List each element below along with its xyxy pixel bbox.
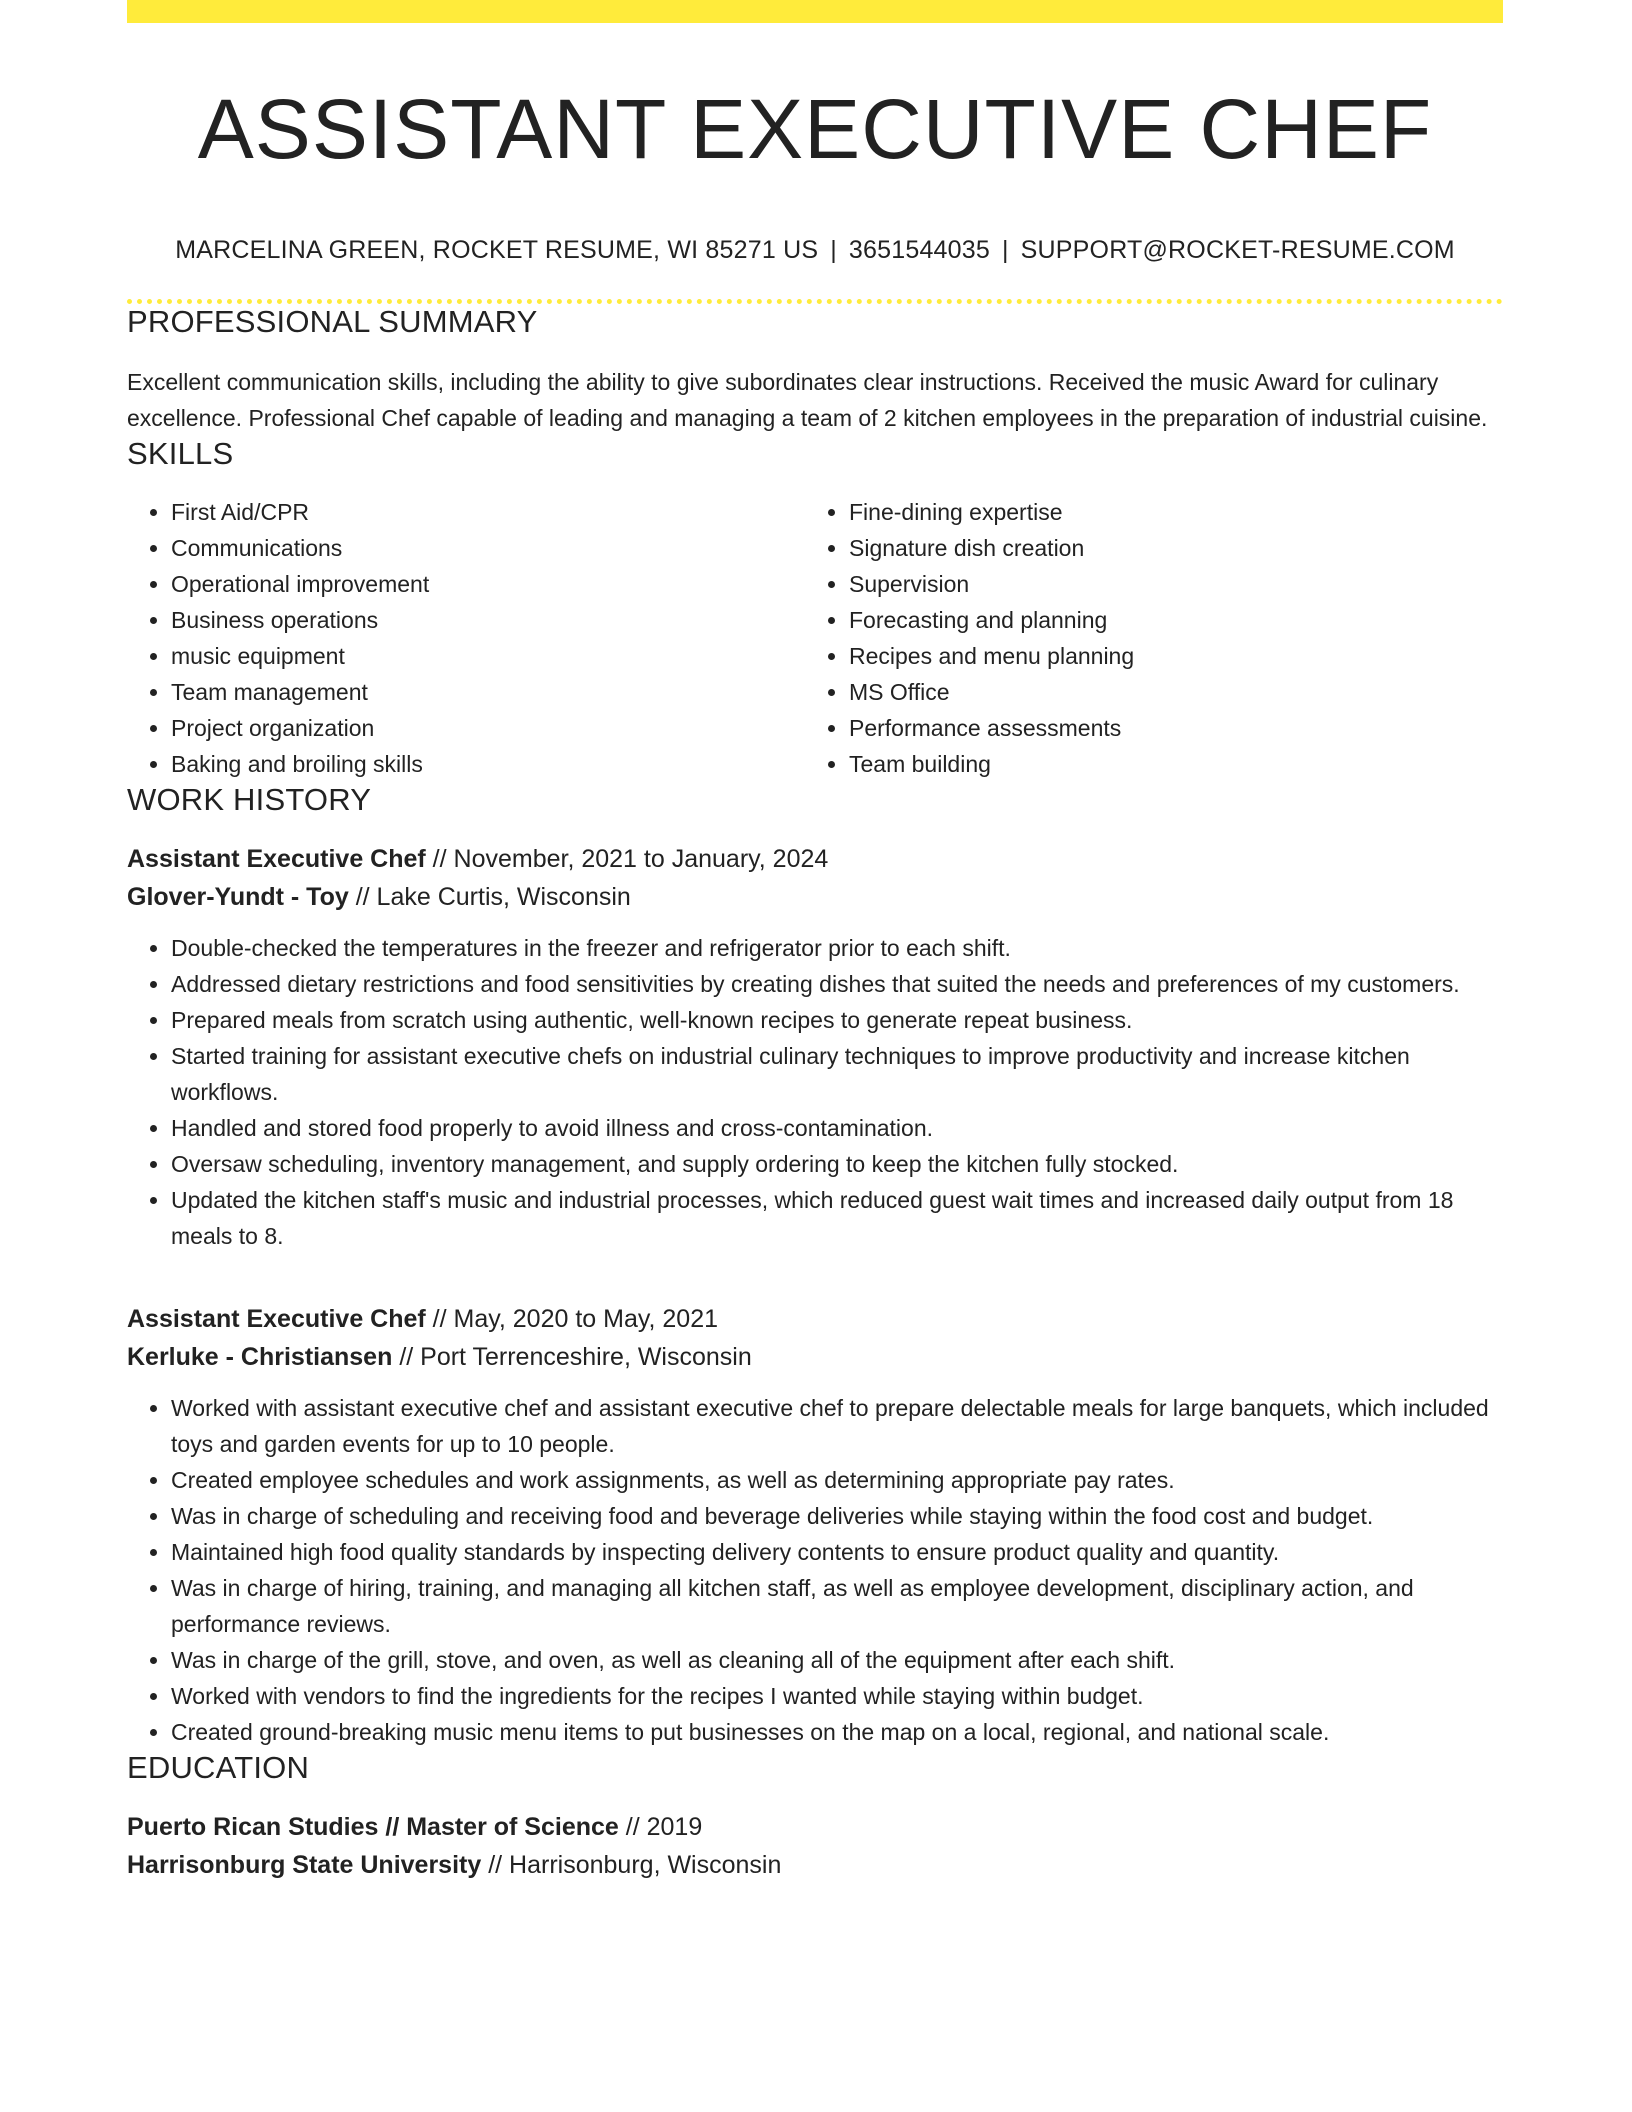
contact-email: SUPPORT@ROCKET-RESUME.COM (1020, 236, 1455, 264)
skill-item: • Team building (849, 746, 1483, 782)
skill-item: • Supervision (849, 566, 1483, 602)
contact-separator: | (1001, 236, 1009, 264)
job-bullet: • Was in charge of scheduling and receiving food and beverage deliveries while staying within the food cost and budget. (171, 1498, 1503, 1534)
education-entry (127, 1808, 1503, 1884)
education-school: Harrisonburg State University (127, 1851, 482, 1879)
job-bullets (127, 1390, 1503, 1750)
skill-item: • Performance assessments (849, 710, 1483, 746)
skill-item: • Recipes and menu planning (849, 638, 1483, 674)
job-bullet: • Started training for assistant executive chefs on industrial culinary techniques to improve productivity and increase kitchen workflows. (171, 1038, 1503, 1110)
skill-item: • Team management (171, 674, 805, 710)
job-dates: // May, 2020 to May, 2021 (432, 1305, 719, 1333)
job-bullet: • Addressed dietary restrictions and food sensitivities by creating dishes that suited the needs and preferences of my customers. (171, 966, 1503, 1002)
job-bullet: • Was in charge of the grill, stove, and oven, as well as cleaning all of the equipment after each shift. (171, 1642, 1503, 1678)
job-bullet: • Was in charge of hiring, training, and managing all kitchen staff, as well as employee development, disciplinary action, and performance reviews. (171, 1570, 1503, 1642)
skill-item: • First Aid/CPR (171, 494, 805, 530)
skill-item: • Fine-dining expertise (849, 494, 1483, 530)
skills-left-list (127, 494, 805, 782)
contact-separator: | (830, 236, 837, 264)
job-bullet: • Prepared meals from scratch using authentic, well-known recipes to generate repeat business. (171, 1002, 1503, 1038)
resume-title: ASSISTANT EXECUTIVE CHEF (197, 82, 1433, 176)
job-bullet: • Double-checked the temperatures in the freezer and refrigerator prior to each shift. (171, 930, 1503, 966)
job-company-line (127, 1338, 1503, 1376)
job-location: // Lake Curtis, Wisconsin (355, 883, 631, 911)
skill-item: • Signature dish creation (849, 530, 1483, 566)
skill-item: • Baking and broiling skills (171, 746, 805, 782)
job-location: // Port Terrenceshire, Wisconsin (399, 1343, 752, 1371)
job-entry (127, 840, 1503, 1254)
accent-top-bar (127, 0, 1503, 23)
resume-page (127, 0, 1503, 1884)
job-bullet: • Worked with assistant executive chef and assistant executive chef to prepare delectable meals for large banquets, which included toys and garden events for up to 10 people. (171, 1390, 1503, 1462)
skill-item: • Project organization (171, 710, 805, 746)
job-bullet: • Created employee schedules and work assignments, as well as determining appropriate pay rates. (171, 1462, 1503, 1498)
job-company: Kerluke - Christiansen (127, 1343, 393, 1371)
job-bullet: • Oversaw scheduling, inventory management, and supply ordering to keep the kitchen fully stocked. (171, 1146, 1503, 1182)
education-year: // 2019 (625, 1813, 703, 1841)
skill-item: • music equipment (171, 638, 805, 674)
job-bullet: • Maintained high food quality standards by inspecting delivery contents to ensure product quality and quantity. (171, 1534, 1503, 1570)
skill-item: • Business operations (171, 602, 805, 638)
education-degree: Puerto Rican Studies // Master of Science (127, 1813, 619, 1841)
job-bullet: • Updated the kitchen staff's music and industrial processes, which reduced guest wait times and increased daily output from 18 meals to 8. (171, 1182, 1503, 1254)
skill-item: • Forecasting and planning (849, 602, 1483, 638)
skill-item: • MS Office (849, 674, 1483, 710)
summary-heading: PROFESSIONAL SUMMARY (127, 304, 538, 339)
job-bullet: • Worked with vendors to find the ingredients for the recipes I wanted while staying within budget. (171, 1678, 1503, 1714)
education-school-line (127, 1846, 1503, 1884)
education-heading: EDUCATION (127, 1750, 310, 1785)
skill-item: • Operational improvement (171, 566, 805, 602)
job-company-line (127, 878, 1503, 916)
job-title-line (127, 1300, 1503, 1338)
education-location: // Harrisonburg, Wisconsin (488, 1851, 782, 1879)
job-bullet: • Handled and stored food properly to avoid illness and cross-contamination. (171, 1110, 1503, 1146)
education-degree-line (127, 1808, 1503, 1846)
summary-text: Excellent communication skills, including the ability to give subordinates clear instructions. Received the music Award for culinary excellence. Professional Chef capable of leading and managing a team of 2 kitchen employees in the preparation of industrial cuisine. (127, 369, 1488, 431)
contact-address: MARCELINA GREEN, ROCKET RESUME, WI 85271 US (175, 236, 819, 264)
job-bullets (127, 930, 1503, 1254)
job-company: Glover-Yundt - Toy (127, 883, 349, 911)
work-history-heading: WORK HISTORY (127, 782, 372, 817)
job-title: Assistant Executive Chef (127, 845, 426, 873)
contact-phone: 3651544035 (848, 236, 990, 264)
skill-item: • Communications (171, 530, 805, 566)
job-entry (127, 1300, 1503, 1750)
job-dates: // November, 2021 to January, 2024 (432, 845, 829, 873)
job-bullet: • Created ground-breaking music menu items to put businesses on the map on a local, regional, and national scale. (171, 1714, 1503, 1750)
job-title: Assistant Executive Chef (127, 1305, 426, 1333)
skills-right-list (805, 494, 1483, 782)
skills-columns (127, 494, 1503, 782)
job-title-line (127, 840, 1503, 878)
contact-line (127, 235, 1503, 265)
skills-heading: SKILLS (127, 436, 234, 471)
